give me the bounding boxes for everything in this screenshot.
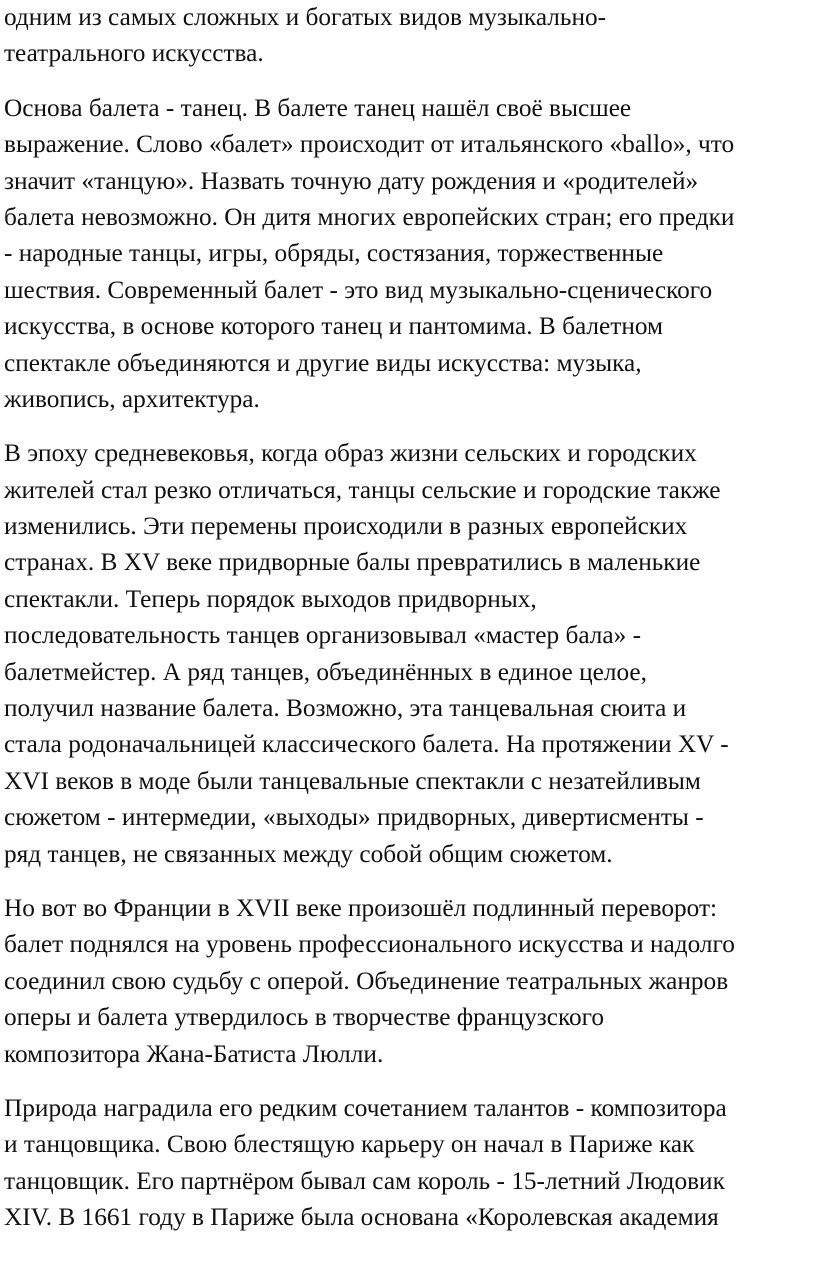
- text-line: балет поднялся на уровень профессионального искусства и надолго: [4, 930, 735, 959]
- paragraph-1: [4, 0, 816, 72]
- text-line: шествия. Современный балет - это вид музыкально-сценического: [4, 275, 713, 304]
- text-line: спектакле объединяются и другие виды искусства: музыка,: [4, 348, 642, 377]
- text-line: XVI веков в моде были танцевальные спектакли с незатейливым: [4, 766, 701, 795]
- text-line: стала родоначальницей классического балета. На протяжении XV -: [4, 730, 729, 759]
- text-line: живопись, архитектура.: [4, 384, 260, 413]
- text-line: театрального искусства.: [4, 39, 264, 68]
- text-line: сюжетом - интермедии, «выходы» придворных, дивертисменты -: [4, 803, 704, 832]
- paragraph-4: [4, 890, 816, 1072]
- text-line: изменились. Эти перемены происходили в разных европейских: [4, 512, 688, 541]
- text-line: XIV. В 1661 году в Париже была основана «Королевская академия: [4, 1203, 719, 1232]
- paragraph-2: [4, 90, 816, 418]
- paragraph-3: [4, 435, 816, 872]
- document-page: [4, 0, 816, 1254]
- text-line: получил название балета. Возможно, эта танцевальная сюита и: [4, 694, 687, 723]
- text-line: В эпоху средневековья, когда образ жизни сельских и городских: [4, 439, 697, 468]
- text-line: одним из самых сложных и богатых видов музыкально-: [4, 3, 607, 31]
- text-line: Но вот во Франции в XVII веке произошёл подлинный переворот:: [4, 893, 718, 922]
- text-line: танцовщик. Его партнёром бывал сам король - 15-летний Людовик: [4, 1166, 725, 1195]
- text-line: и танцовщика. Свою блестящую карьеру он начал в Париже как: [4, 1130, 695, 1159]
- text-line: балета невозможно. Он дитя многих европейских стран; его предки: [4, 202, 735, 231]
- text-line: балетмейстер. А ряд танцев, объединённых в единое целое,: [4, 657, 647, 686]
- text-line: ряд танцев, не связанных между собой общим сюжетом.: [4, 839, 613, 868]
- paragraph-5: [4, 1090, 816, 1236]
- text-line: жителей стал резко отличаться, танцы сельские и городские также: [4, 475, 721, 504]
- text-line: выражение. Слово «балет» происходит от итальянского «ballo», что: [4, 130, 735, 159]
- text-line: композитора Жана-Батиста Люлли.: [4, 1039, 384, 1068]
- text-line: Природа наградила его редким сочетанием талантов - композитора: [4, 1093, 727, 1122]
- text-line: искусства, в основе которого танец и пантомима. В балетном: [4, 312, 664, 341]
- text-line: соединил свою судьбу с оперой. Объединение театральных жанров: [4, 966, 729, 995]
- text-line: странах. В XV веке придворные балы превратились в маленькие: [4, 548, 701, 577]
- text-line: последовательность танцев организовывал «мастер бала» -: [4, 621, 642, 650]
- text-line: значит «танцую». Назвать точную дату рождения и «родителей»: [4, 166, 699, 195]
- text-line: Основа балета - танец. В балете танец нашёл своё высшее: [4, 93, 632, 122]
- text-line: - народные танцы, игры, обряды, состязания, торжественные: [4, 239, 664, 268]
- text-line: спектакли. Теперь порядок выходов придворных,: [4, 584, 537, 613]
- text-line: оперы и балета утвердилось в творчестве французского: [4, 1003, 605, 1032]
